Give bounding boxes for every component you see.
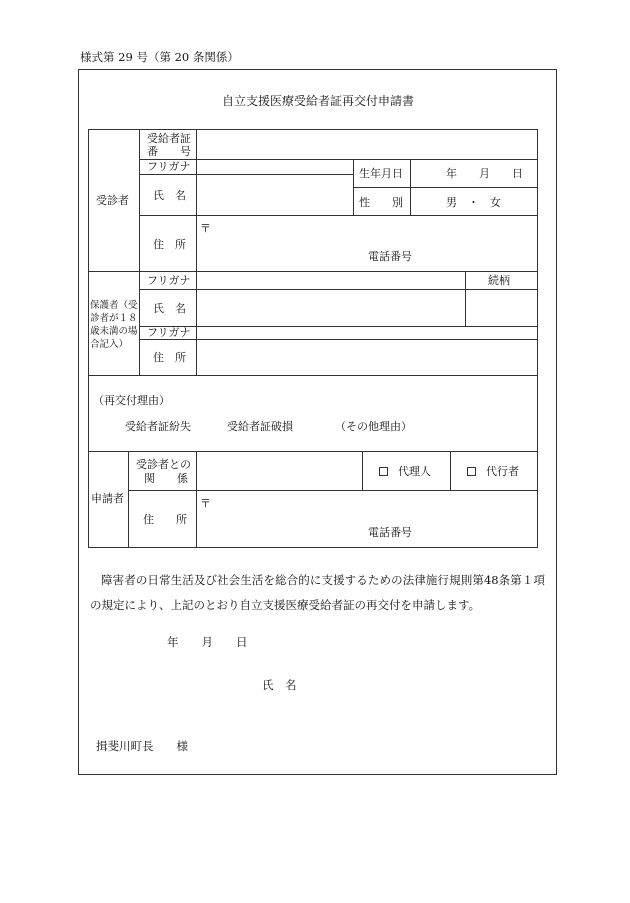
guardian-furigana-field[interactable] (196, 271, 466, 290)
application-statement: 障害者の日常生活及び社会生活を総合的に支援するための法律施行規則第48条第１項の規定により、上記のとおり自立支援医療受給者証の再交付を申請します。 (90, 573, 545, 612)
guardian-relation-label: 続柄 (488, 274, 510, 287)
guardian-section-label-1: 保護者（受 (90, 300, 138, 311)
application-date[interactable]: 年 月 日 (167, 635, 248, 649)
guardian-furigana2-label: フリガナ (147, 326, 191, 339)
guardian-address-label: 住 所 (153, 351, 186, 364)
guardian-address-field[interactable] (196, 339, 538, 376)
agent-checkbox[interactable] (467, 467, 476, 476)
agent-option-label: 代行者 (486, 465, 519, 478)
guardian-name-label: 氏 名 (153, 302, 186, 315)
proxy-option[interactable] (379, 465, 431, 478)
patient-furigana-field[interactable] (196, 159, 354, 175)
patient-phone-label: 電話番号 (368, 250, 412, 263)
patient-address-label: 住 所 (153, 238, 186, 251)
applicant-relation-field[interactable] (196, 451, 363, 491)
applicant-section-label: 申請者 (91, 492, 124, 505)
form-number: 様式第 29 号（第 20 条関係） (80, 50, 239, 64)
guardian-section-label-3: 歳未満の場 (90, 326, 138, 337)
birthdate-value: 年 月 日 (446, 167, 523, 180)
patient-name-field[interactable] (196, 174, 354, 216)
applicant-relation-label-line2: 関 係 (144, 472, 188, 485)
patient-postal-mark: 〒 (200, 222, 211, 235)
applicant-address-field[interactable] (196, 490, 538, 548)
addressee: 揖斐川町長 様 (96, 739, 188, 753)
patient-furigana-label: フリガナ (147, 160, 191, 173)
cert-number-label-line2: 番 号 (147, 145, 191, 158)
sex-label: 性 別 (359, 196, 403, 209)
signature-name-label: 氏 名 (262, 678, 297, 692)
applicant-relation-label-cell (128, 451, 197, 491)
guardian-section-label-2: 診者が１８ (90, 313, 138, 324)
agent-option[interactable] (467, 465, 519, 478)
applicant-address-label: 住 所 (143, 513, 187, 526)
reissue-option-lost[interactable]: 受給者証紛失 (125, 420, 191, 433)
patient-address-field[interactable] (196, 215, 538, 272)
applicant-relation-label-line1: 受診者との (136, 458, 191, 471)
applicant-phone-label: 電話番号 (368, 526, 412, 539)
proxy-option-label: 代理人 (398, 465, 431, 478)
guardian-relation-field[interactable] (465, 289, 538, 327)
reissue-reason-heading: （再交付理由） (93, 394, 170, 407)
cert-number-field[interactable] (196, 129, 538, 160)
reissue-option-damaged[interactable]: 受給者証破損 (227, 420, 293, 433)
sex-value: 男 ・ 女 (446, 196, 501, 209)
guardian-section-label-4: 合記入） (90, 339, 129, 350)
birthdate-label: 生年月日 (359, 167, 403, 180)
patient-name-label: 氏 名 (153, 189, 186, 202)
patient-section-label: 受診者 (96, 194, 129, 207)
reissue-option-other[interactable]: （その他理由） (335, 420, 412, 433)
applicant-postal-mark: 〒 (200, 497, 211, 510)
guardian-name-field[interactable] (196, 289, 466, 327)
reissue-reason-cell (88, 375, 538, 452)
proxy-checkbox[interactable] (379, 467, 388, 476)
guardian-furigana-label: フリガナ (147, 274, 191, 287)
form-title: 自立支援医療受給者証再交付申請書 (222, 94, 415, 108)
guardian-furigana2-field[interactable] (196, 326, 538, 340)
cert-number-label-line1: 受給者証 (147, 132, 191, 145)
